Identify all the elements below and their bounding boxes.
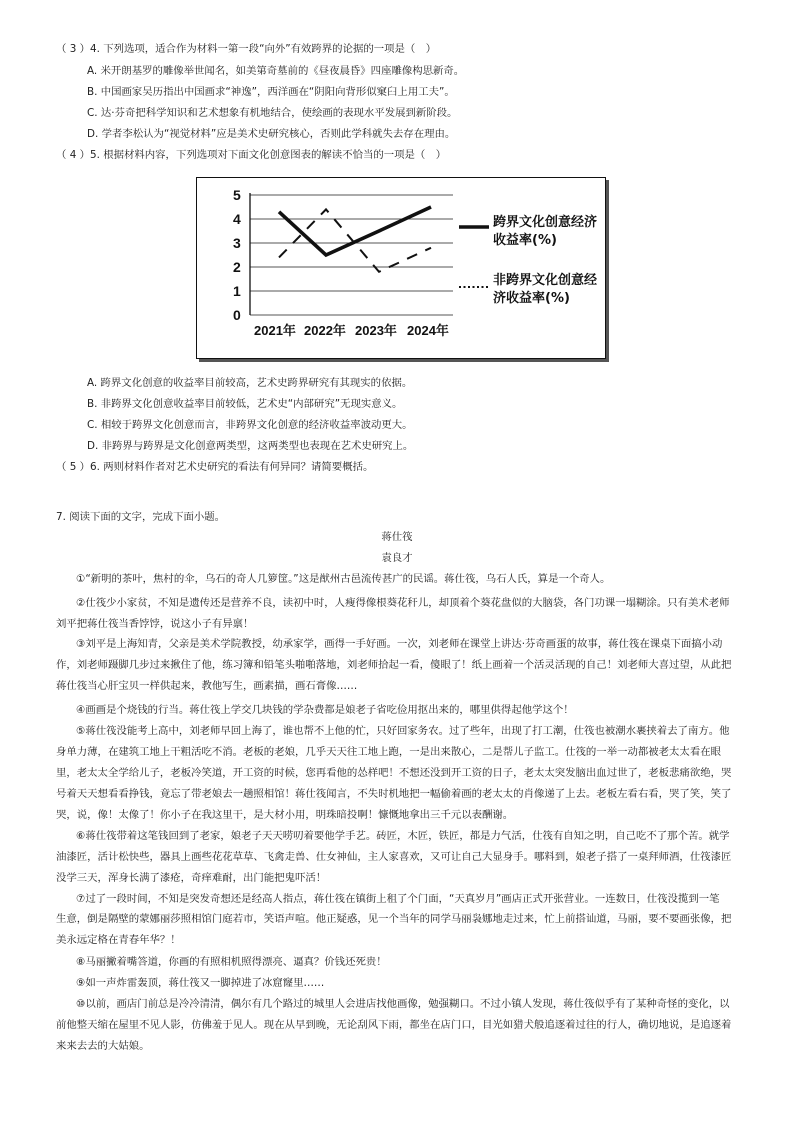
story-line: 前他整天缩在屋里不见人影，仿佛羞于见人。现在从早到晚，无论刮风下雨，都坐在店门口，目光如猎犬般追逐着过往的行人，确切地说，是追逐着 [56,1019,732,1031]
line-chart [197,178,605,358]
legend-label: 跨界文化创意经济 [493,215,598,230]
story-title: 蒋仕筏 [381,531,413,543]
q4-option-a: A. 米开朗基罗的雕像举世闻名，如美第奇墓前的《昼夜晨昏》四座雕像构思新奇。 [87,65,465,77]
story-paragraph-start: ②仕筏少小家贫，不知是遗传还是营养不良，读初中时，人瘦得像根葵花秆儿，却顶着个葵花盘似的大脑袋，各门功课一塌糊涂。只有美术老师 [76,597,730,609]
y-tick-label: 0 [233,307,241,323]
story-paragraph-start: ⑦过了一段时间，不知是突发奇想还是经高人指点，蒋仕筏在镇街上租了个门面，“天真岁月”画店正式开张营业。一连数日，仕筏没揽到一笔 [76,893,720,905]
story-paragraph-start: ④画画是个烧钱的行当。蒋仕筏上学交几块钱的学杂费都是娘老子省吃俭用抠出来的，哪里供得起他学这个！ [76,704,574,716]
question-6-stem: （ 5 ）6. 两则材料作者对艺术史研究的看法有何异同？请简要概括。 [56,461,374,473]
q5-option-c: C. 相较于跨界文化创意而言，非跨界文化创意的经济收益率波动更大。 [87,419,413,431]
story-paragraph-start: ⑨如一声炸雷轰顶，蒋仕筏又一脚掉进了冰窟窿里…… [76,977,325,989]
question-4-stem: （ 3 ）4. 下列选项，适合作为材料一第一段“向外”有效跨界的论据的一项是（ ） [56,43,437,55]
y-tick-label: 5 [233,187,241,203]
y-tick-label: 4 [233,211,241,227]
x-tick-label: 2022年 [304,323,346,338]
story-line: 生意，倒是隔壁的蒙娜丽莎照相馆门庭若市，笑语声喧。他正疑惑，见一个当年的同学马丽袅娜地走过来，忙上前搭讪道，马丽，要不要画张像，把 [56,913,732,925]
story-line: 美永远定格在青春年华？！ [56,934,181,946]
story-line: 身单力薄，在建筑工地上干粗活吃不消。老板的老娘，几乎天天往工地上跑，一是出来散心，二是帮儿子监工。仕筏的一举一动都被老太太看在眼 [56,746,721,758]
q5-option-a: A. 跨界文化创意的收益率目前较高，艺术史跨界研究有其现实的依据。 [87,377,413,389]
story-line: 作，刘老师蹑脚几步过来揪住了他，练习簿和铅笔头啪啪落地，刘老师拾起一看，傻眼了！纸上画着一个活灵活现的自己！刘老师大喜过望，从此把 [56,659,732,671]
story-paragraph-start: ③刘平是上海知青，父亲是美术学院教授，幼承家学，画得一手好画。一次，刘老师在课堂上讲达·芬奇画蛋的故事，蒋仕筏在课桌下面搞小动 [76,638,723,650]
story-line: 蒋仕筏当心肝宝贝一样供起来，教他写生，画素描，画石膏像…… [56,680,358,692]
story-author: 袁良才 [381,552,413,564]
series-line-1 [279,207,431,255]
story-line: 哭，说，像！太像了！你小子在我这里干，是大材小用，明珠暗投啊！慷慨地拿出三千元以表酬谢。 [56,809,514,821]
q5-option-b: B. 非跨界文化创意收益率目前较低，艺术史“内部研究”无现实意义。 [87,398,403,410]
y-tick-label: 2 [233,259,241,275]
legend-label: 收益率(%) [493,233,557,248]
story-line: 刘平把蒋仕筏当香饽饽，说这小子有异禀！ [56,618,254,630]
y-tick-label: 1 [233,283,241,299]
story-paragraph-start: ⑩以前，画店门前总是冷冷清清，偶尔有几个路过的城里人会进店找他画像，勉强糊口。不过小镇人发现，蒋仕筏似乎有了某种奇怪的变化，以 [76,998,730,1010]
q4-option-c: C. 达·芬奇把科学知识和艺术想象有机地结合，使绘画的表现水平发展到新阶段。 [87,107,458,119]
story-paragraph-start: ⑥蒋仕筏带着这笔钱回到了老家，娘老子天天唠叨着要他学手艺。砖匠，木匠，铁匠，都是力气活，仕筏有自知之明，自己吃不了那个苦。就学 [76,830,730,842]
story-line: 油漆匠，活计松快些，器具上画些花花草草、飞禽走兽、仕女神仙，主人家喜欢，又可让自己大显身手。哪料到，娘老子搭了一桌拜师酒，仕筏漆匠 [56,851,732,863]
story-line: 来来去去的大姑娘。 [56,1040,150,1052]
story-line: 没学三天，浑身长满了漆疮，奇痒难耐，出门能把鬼吓活！ [56,872,327,884]
story-line: 里，老太太全学给儿子，老板冷笑道，开工资的时候，您再看他的怂样吧！不想还没到开工资的日子，老太太突发脑出血过世了，老板悲痛欲绝，哭 [56,767,732,779]
y-tick-label: 3 [233,235,241,251]
q4-option-d: D. 学者李松认为“视觉材料”应是美术史研究核心，否则此学科就失去存在理由。 [87,128,456,140]
legend-label: 非跨界文化创意经 [493,273,598,288]
x-tick-label: 2024年 [407,323,449,338]
story-paragraph-start: ⑤蒋仕筏没能考上高中，刘老师早回上海了，谁也帮不上他的忙，只好回家务农。过了些年，出现了打工潮，仕筏也被潮水裹挟着去了南方。他 [76,725,730,737]
chart-frame [196,177,606,359]
question-5-stem: （ 4 ）5. 根据材料内容，下列选项对下面文化创意图表的解读不恰当的一项是（ ） [56,149,447,161]
x-tick-label: 2021年 [254,323,296,338]
story-paragraph-start: ⑧马丽撇着嘴答道，你画的有照相机照得漂亮、逼真？价钱还死贵！ [76,956,387,968]
story-line: 号着天天想看看挣钱，竟忘了带老娘去一趟照相馆！蒋仕筏闻言，不失时机地把一幅偷着画的老太太的肖像递了上去。老板左看右看，哭了笑，笑了 [56,788,732,800]
legend-label: 济收益率(%) [493,291,570,306]
x-tick-label: 2023年 [355,323,397,338]
q4-option-b: B. 中国画家吴历指出中国画求“神逸”，西洋画在“阴阳向背形似窠臼上用工夫”。 [87,86,455,98]
q5-option-d: D. 非跨界与跨界是文化创意两类型，这两类型也表现在艺术史研究上。 [87,440,414,452]
question-7-header: 7. 阅读下面的文字，完成下面小题。 [56,511,226,523]
story-paragraph-start: ①“新明的茶叶，焦村的伞，乌石的奇人几箩筐。”这是猷州古邑流传甚广的民谣。蒋仕筏，乌石人氏，算是一个奇人。 [76,573,611,585]
